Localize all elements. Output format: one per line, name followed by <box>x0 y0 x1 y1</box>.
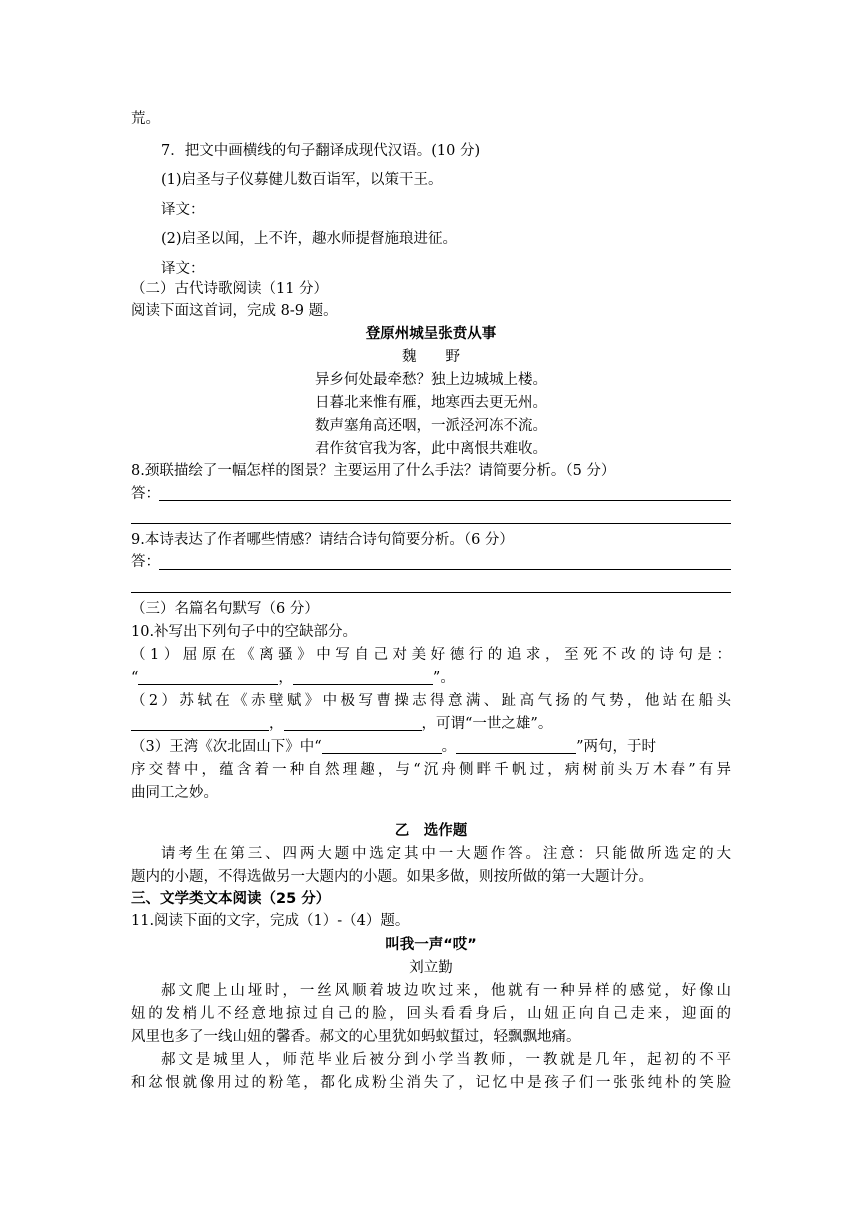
answer-line[interactable] <box>159 569 731 570</box>
question-7: 7．把文中画横线的句子翻译成现代汉语。(10 分) <box>161 143 481 159</box>
quote-end: ”。 <box>432 670 455 686</box>
fill-blank-row <box>131 667 455 689</box>
answer-line[interactable] <box>131 523 731 524</box>
blank-suffix: ，可谓“一世之雄”。 <box>421 716 553 732</box>
question-7-1: (1)启圣与子仪募健儿数百诣军，以策干王。 <box>161 172 443 188</box>
section-heading: （二）古代诗歌阅读（11 分） <box>131 281 329 297</box>
question-10-3 <box>131 736 656 758</box>
comma: ， <box>278 670 293 686</box>
story-title: 叫我一声“哎” <box>385 937 477 953</box>
text-line: 荒。 <box>131 111 160 127</box>
period: 。 <box>441 739 457 755</box>
story-author: 刘立勤 <box>409 960 453 976</box>
part-title: 乙 选作题 <box>394 823 468 839</box>
question-7-2: (2)启圣以闻，上不许，趣水师提督施琅进征。 <box>161 231 458 247</box>
answer-label: 译文： <box>161 202 205 218</box>
answer-label: 译文： <box>161 261 205 277</box>
answer-line[interactable] <box>159 500 731 501</box>
section-heading: 三、文学类文本阅读（25 分） <box>131 891 331 907</box>
comma: ， <box>269 716 284 732</box>
poem-line: 数声塞角高还咽，一派泾河冻不流。 <box>315 418 547 434</box>
text-line: 序交替中，蕴含着一种自然理趣，与“沉舟侧畔千帆过，病树前头万木春”有异 <box>131 762 731 778</box>
question-text: （3）王湾《次北固山下》中“ <box>131 739 322 755</box>
section-intro: 阅读下面这首词，完成 8-9 题。 <box>131 303 338 319</box>
question-11: 11.阅读下面的文字，完成（1）-（4）题。 <box>131 913 410 929</box>
quote-mark: “ <box>131 670 139 686</box>
question-10-1: （1）屈原在《离骚》中写自己对美好德行的追求，至死不改的诗句是： <box>131 647 731 663</box>
answer-label: 答： <box>131 554 160 570</box>
poem-line: 日暮北来惟有雁，地寒西去更无州。 <box>315 395 547 411</box>
paragraph-line: 和忿恨就像用过的粉笔，都化成粉尘消失了，记忆中是孩子们一张张纯朴的笑脸 <box>131 1075 731 1091</box>
poem-line: 君作贫官我为客，此中离恨共难收。 <box>315 441 547 457</box>
poem-title: 登原州城呈张贲从事 <box>365 326 497 342</box>
fill-blank[interactable] <box>456 738 576 754</box>
instruction-line: 题内的小题，不得选做另一大题内的小题。如果多做，则按所做的第一大题计分。 <box>131 869 653 885</box>
poem-line: 异乡何处最牵愁？独上边城城上楼。 <box>315 372 547 388</box>
question-10-2: （2）苏轼在《赤壁赋》中极写曹操志得意满、趾高气扬的气势，他站在船头 <box>131 693 731 709</box>
answer-label: 答： <box>131 486 160 502</box>
answer-line[interactable] <box>131 592 731 593</box>
paragraph-line: 郝文爬上山垭时，一丝风顺着坡边吹过来，他就有一种异样的感觉，好像山 <box>161 983 731 999</box>
question-10: 10.补写出下列句子中的空缺部分。 <box>131 624 358 640</box>
text-line: 曲同工之妙。 <box>131 785 218 801</box>
question-8: 8.颈联描绘了一幅怎样的图景？主要运用了什么手法？请简要分析。（5 分） <box>131 463 616 479</box>
poem-author: 魏 野 <box>402 349 460 365</box>
paragraph-line: 风里也多了一线山妞的馨香。郝文的心里犹如蚂蚁蜇过，轻飘飘地痛。 <box>131 1029 581 1045</box>
question-text: ”两句，于时 <box>576 739 657 755</box>
fill-blank[interactable] <box>284 715 422 731</box>
fill-blank-row <box>131 713 552 735</box>
answer-row <box>131 483 160 505</box>
paragraph-line: 郝文是城里人，师范毕业后被分到小学当教师，一教就是几年，起初的不平 <box>161 1052 731 1068</box>
section-heading: （三）名篇名句默写（6 分） <box>131 601 319 617</box>
instruction-line: 请考生在第三、四两大题中选定其中一大题作答。注意：只能做所选定的大 <box>161 846 731 862</box>
fill-blank[interactable] <box>131 715 269 731</box>
fill-blank[interactable] <box>138 669 278 685</box>
answer-row <box>131 551 160 573</box>
fill-blank[interactable] <box>322 738 442 754</box>
fill-blank[interactable] <box>293 669 433 685</box>
paragraph-line: 妞的发梢儿不经意地掠过自己的脸，回头看看身后，山妞正向自己走来，迎面的 <box>131 1006 731 1022</box>
question-9: 9.本诗表达了作者哪些情感？请结合诗句简要分析。（6 分） <box>131 532 514 548</box>
